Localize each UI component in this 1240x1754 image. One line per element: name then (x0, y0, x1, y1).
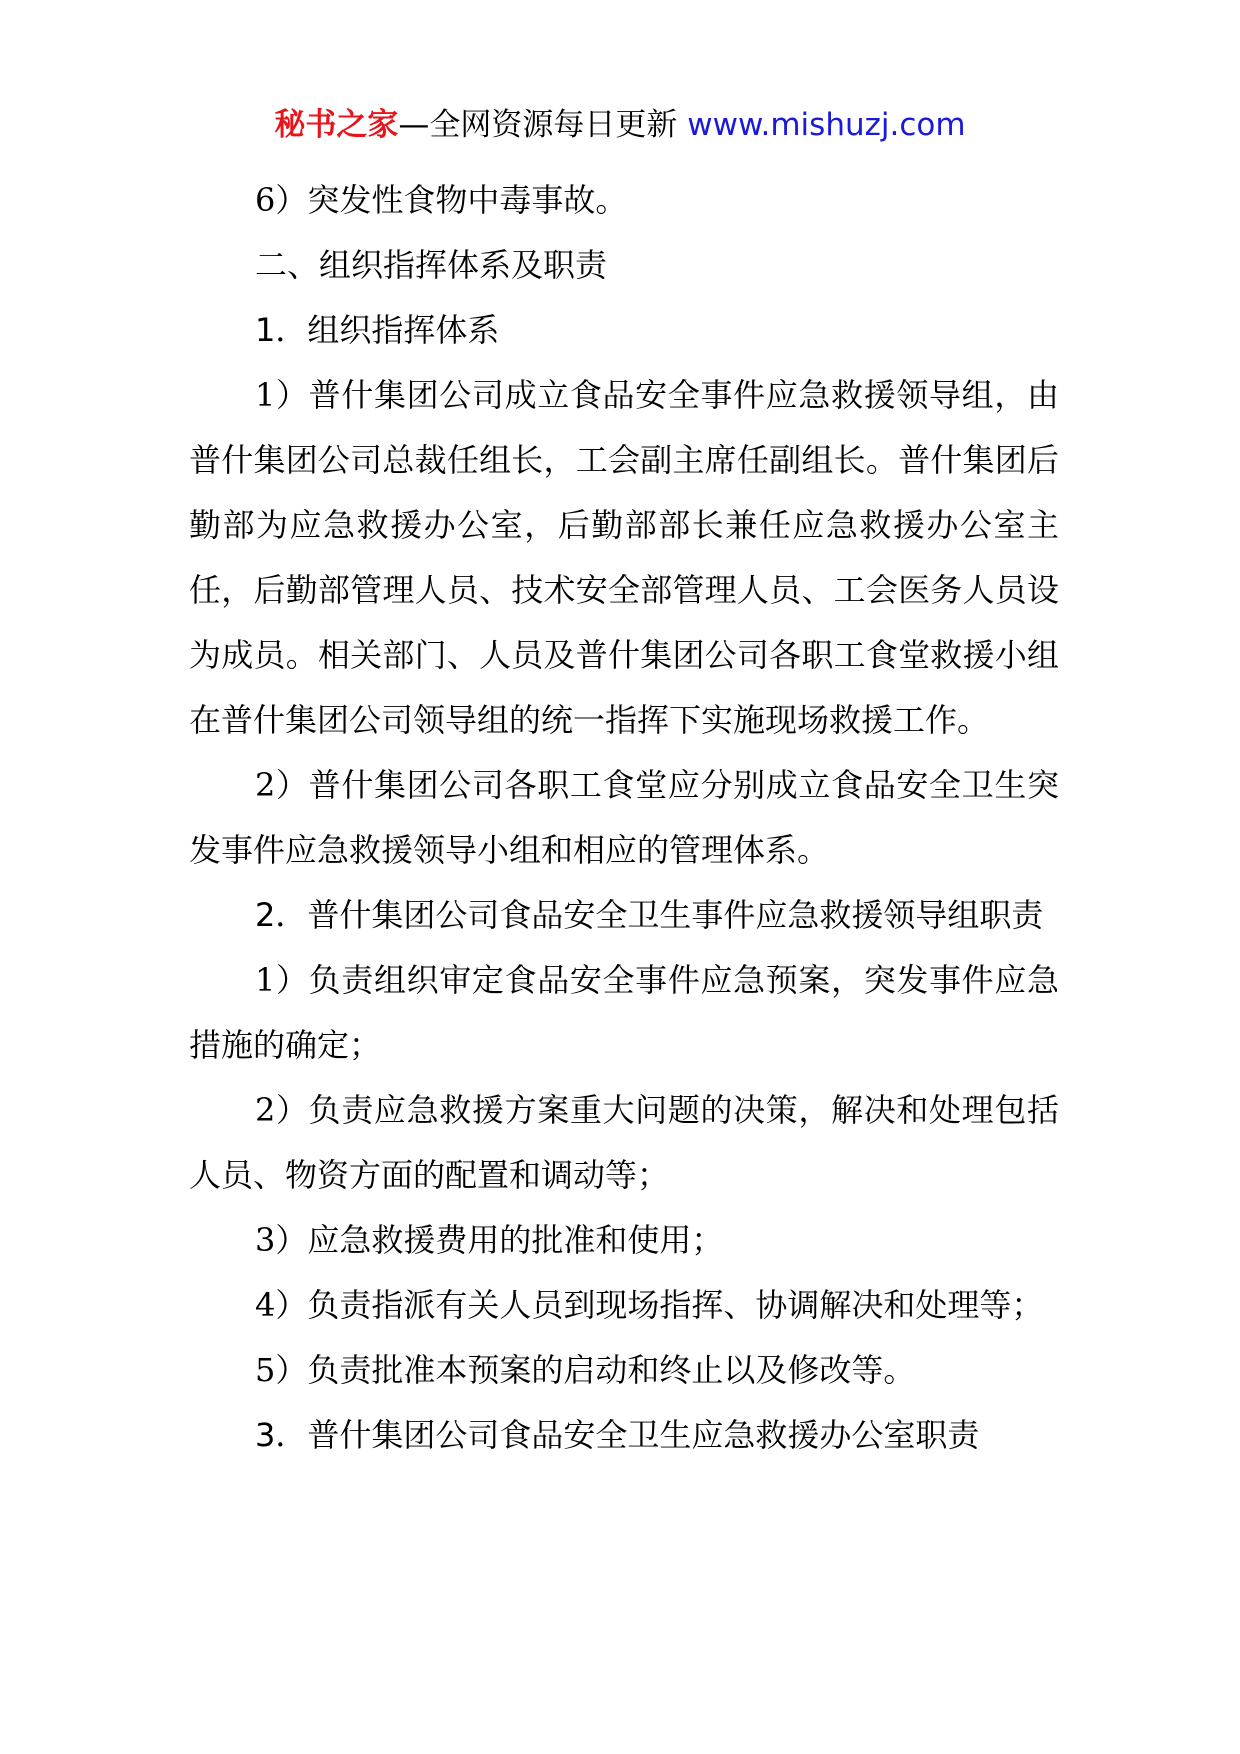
paragraph: 6）突发性食物中毒事故。 (255, 181, 628, 219)
document-body (189, 168, 1059, 1468)
paragraph: 2）普什集团公司各职工食堂应分别成立食品安全卫生突发事件应急救援领导小组和相应的管理体系。 (189, 766, 1059, 869)
paragraph: 5）负责批准本预案的启动和终止以及修改等。 (255, 1351, 916, 1389)
site-tagline: —全网资源每日更新 (398, 107, 678, 143)
paragraph: 3）应急救援费用的批准和使用； (255, 1221, 724, 1259)
subsection-heading: 2．普什集团公司食品安全卫生事件应急救援领导组职责 (255, 896, 1044, 934)
paragraph: 2）负责应急救援方案重大问题的决策，解决和处理包括人员、物资方面的配置和调动等； (189, 1091, 1059, 1194)
section-heading: 二、组织指挥体系及职责 (255, 246, 608, 284)
site-url-link[interactable]: www.mishuzj.com (687, 107, 966, 143)
paragraph: 4）负责指派有关人员到现场指挥、协调解决和处理等； (255, 1286, 1044, 1324)
subsection-heading: 3．普什集团公司食品安全卫生应急救援办公室职责 (255, 1416, 980, 1454)
page-header (0, 103, 1240, 147)
site-brand: 秘书之家 (274, 107, 399, 143)
subsection-heading: 1．组织指挥体系 (255, 311, 500, 349)
paragraph: 1）负责组织审定食品安全事件应急预案，突发事件应急措施的确定； (189, 961, 1059, 1064)
paragraph: 1）普什集团公司成立食品安全事件应急救援领导组，由普什集团公司总裁任组长，工会副主席任副组长。普什集团后勤部为应急救援办公室，后勤部部长兼任应急救援办公室主任，后勤部管理人员、技术安全部管理人员、工会医务人员设为成员。相关部门、人员及普什集团公司各职工食堂救援小组在普什集团公司领导组的统一指挥下实施现场救援工作。 (189, 376, 1059, 739)
